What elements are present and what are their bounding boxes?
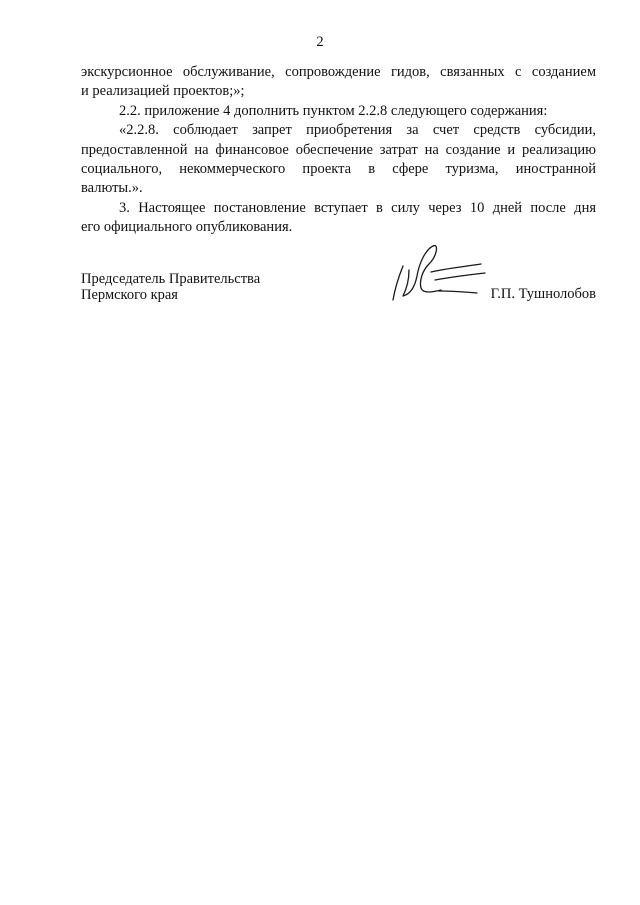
text-line: 3. Настоящее постановление вступает в силу через 10 дней после дня: [119, 199, 596, 216]
signer-position-line: Пермского края: [81, 286, 178, 303]
text-line: и реализацией проектов;»;: [81, 83, 245, 100]
paragraph-appendix-amendment: [81, 102, 596, 121]
text-line: экскурсионное обслуживание, сопровождение гидов, связанных с созданием: [81, 64, 596, 80]
text-line: 2.2. приложение 4 дополнить пунктом 2.2.8 следующего содержания:: [119, 102, 548, 119]
text-line: «2.2.8. соблюдает запрет приобретения за счет средств субсидии,: [119, 122, 596, 139]
text-line: социального, некоммерческого проекта в сфере туризма, иностранной: [81, 161, 596, 178]
signature-block: [81, 272, 596, 312]
handwritten-signature: [381, 236, 501, 306]
text-line: валюты.».: [81, 180, 143, 197]
paragraph-effective-date: [81, 199, 596, 238]
document-body: [81, 63, 596, 238]
signer-position: [81, 272, 260, 303]
text-line: его официального опубликования.: [81, 219, 293, 236]
signer-position-line: Председатель Правительства: [81, 271, 261, 287]
paragraph-clause-2-2-8: [81, 121, 596, 199]
paragraph-excursion-services: [81, 63, 596, 102]
signature-strokes: [393, 246, 485, 300]
text-line: предоставленной на финансовое обеспечение затрат на создание и реализацию: [81, 141, 596, 158]
signer-name: Г.П. Тушнолобов: [490, 286, 596, 302]
page-number: 2: [316, 34, 324, 50]
